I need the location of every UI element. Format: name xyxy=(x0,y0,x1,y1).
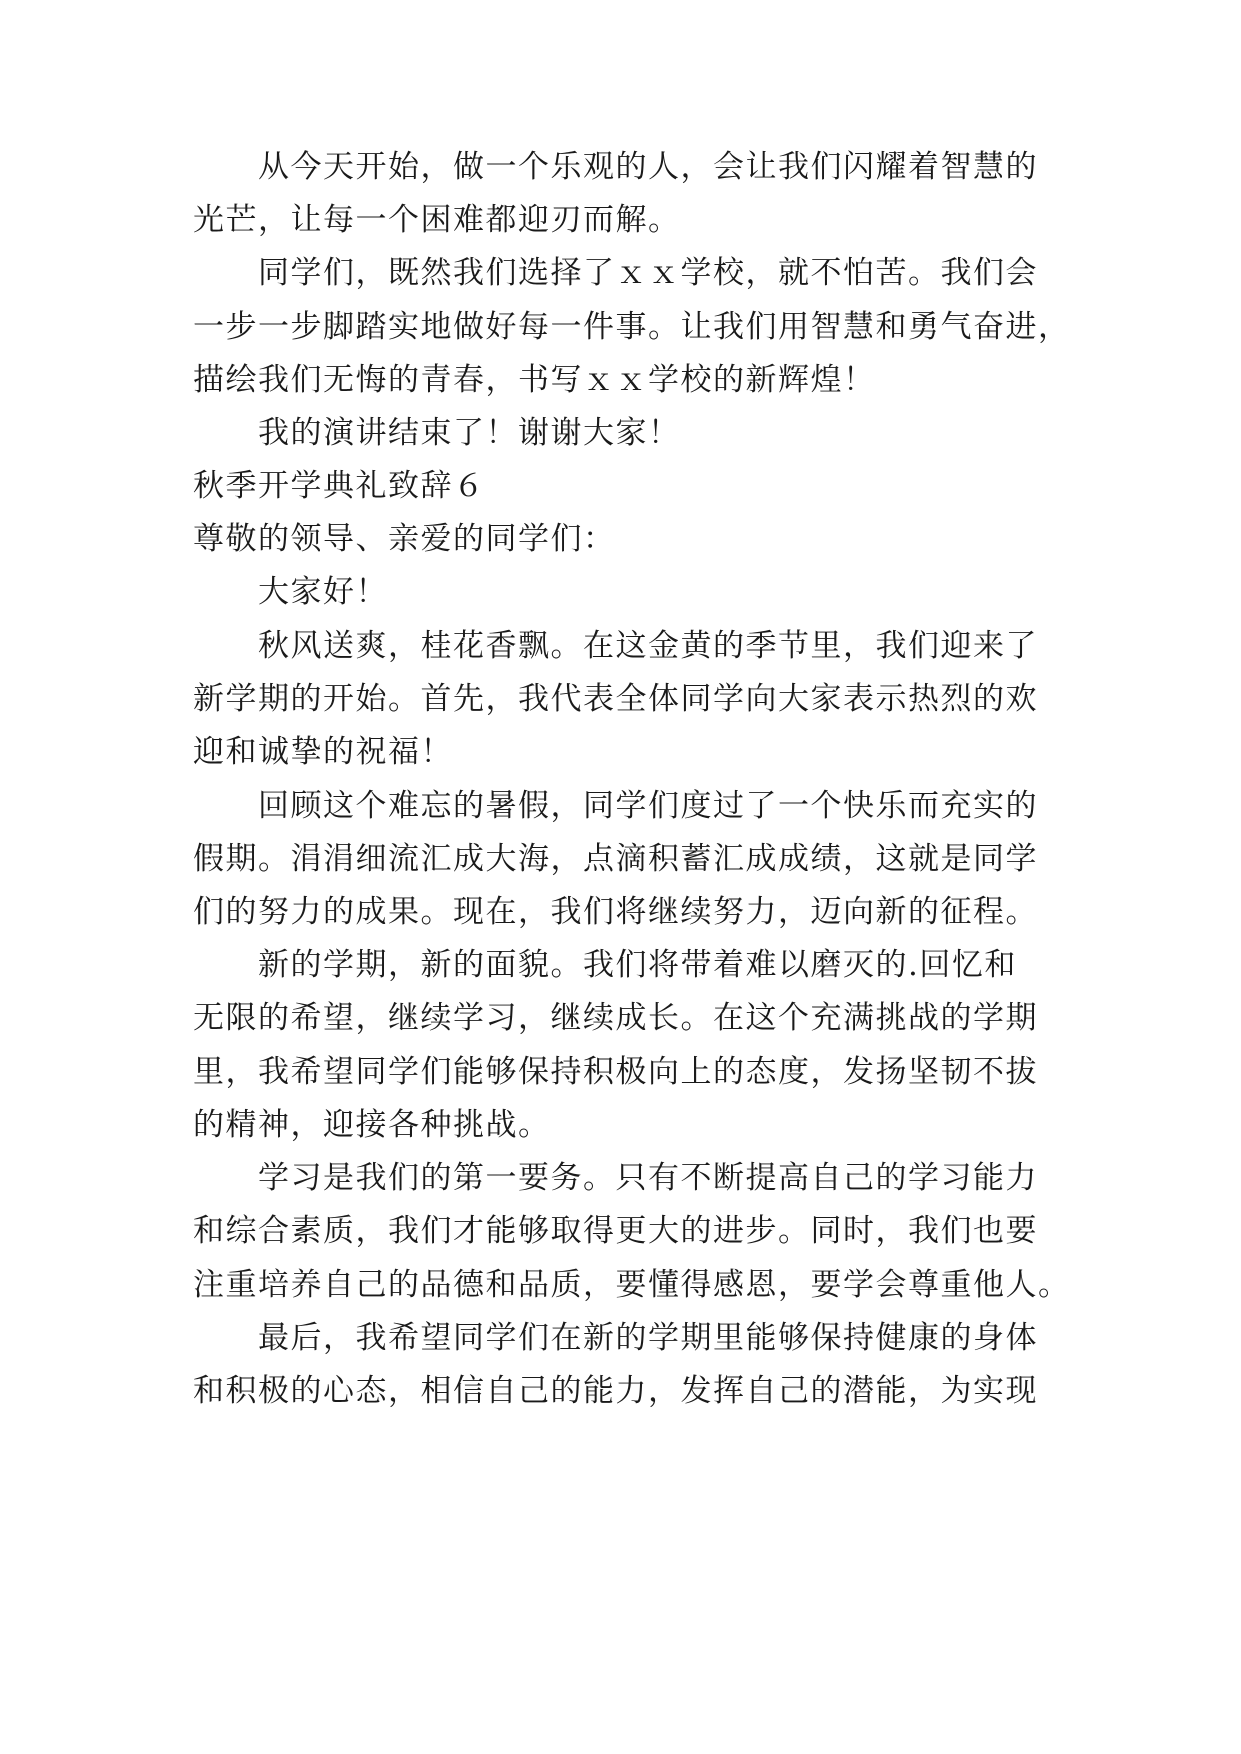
text-line: 里，我希望同学们能够保持积极向上的态度，发扬坚韧不拔 xyxy=(193,1054,1038,1090)
text-line: 描绘我们无悔的青春，书写ｘｘ学校的新辉煌！ xyxy=(193,362,876,398)
text-line: 的精神，迎接各种挑战。 xyxy=(193,1107,551,1143)
text-line: 注重培养自己的品德和品质，要懂得感恩，要学会尊重他人。 xyxy=(193,1267,1071,1303)
text-line: 们的努力的成果。现在，我们将继续努力，迈向新的征程。 xyxy=(193,894,1038,930)
text-line: 学习是我们的第一要务。只有不断提高自己的学习能力 xyxy=(258,1160,1038,1196)
text-line: 一步一步脚踏实地做好每一件事。让我们用智慧和勇气奋进， xyxy=(193,309,1071,345)
text-line: 光芒，让每一个困难都迎刃而解。 xyxy=(193,202,681,238)
salutation: 尊敬的领导、亲爱的同学们： xyxy=(193,521,616,557)
text-line: 和综合素质，我们才能够取得更大的进步。同时，我们也要 xyxy=(193,1213,1038,1249)
text-line: 和积极的心态，相信自己的能力，发挥自己的潜能，为实现 xyxy=(193,1373,1038,1409)
text-line: 从今天开始，做一个乐观的人，会让我们闪耀着智慧的 xyxy=(258,149,1038,185)
text-line: 新学期的开始。首先，我代表全体同学向大家表示热烈的欢 xyxy=(193,681,1038,717)
text-line: 无限的希望，继续学习，继续成长。在这个充满挑战的学期 xyxy=(193,1000,1038,1036)
text-line: 秋风送爽，桂花香飘。在这金黄的季节里，我们迎来了 xyxy=(258,628,1038,664)
text-line: 迎和诚挚的祝福！ xyxy=(193,734,453,770)
text-line: 新的学期，新的面貌。我们将带着难以磨灭的.回忆和 xyxy=(258,947,1017,983)
text-line: 同学们，既然我们选择了ｘｘ学校，就不怕苦。我们会 xyxy=(258,255,1038,291)
text-line: 回顾这个难忘的暑假，同学们度过了一个快乐而充实的 xyxy=(258,788,1038,824)
text-line: 假期。涓涓细流汇成大海，点滴积蓄汇成成绩，这就是同学 xyxy=(193,841,1038,877)
text-line: 最后，我希望同学们在新的学期里能够保持健康的身体 xyxy=(258,1320,1038,1356)
section-title: 秋季开学典礼致辞６ xyxy=(193,468,486,504)
greeting: 大家好！ xyxy=(258,574,388,610)
text-line: 我的演讲结束了！谢谢大家！ xyxy=(258,415,681,451)
